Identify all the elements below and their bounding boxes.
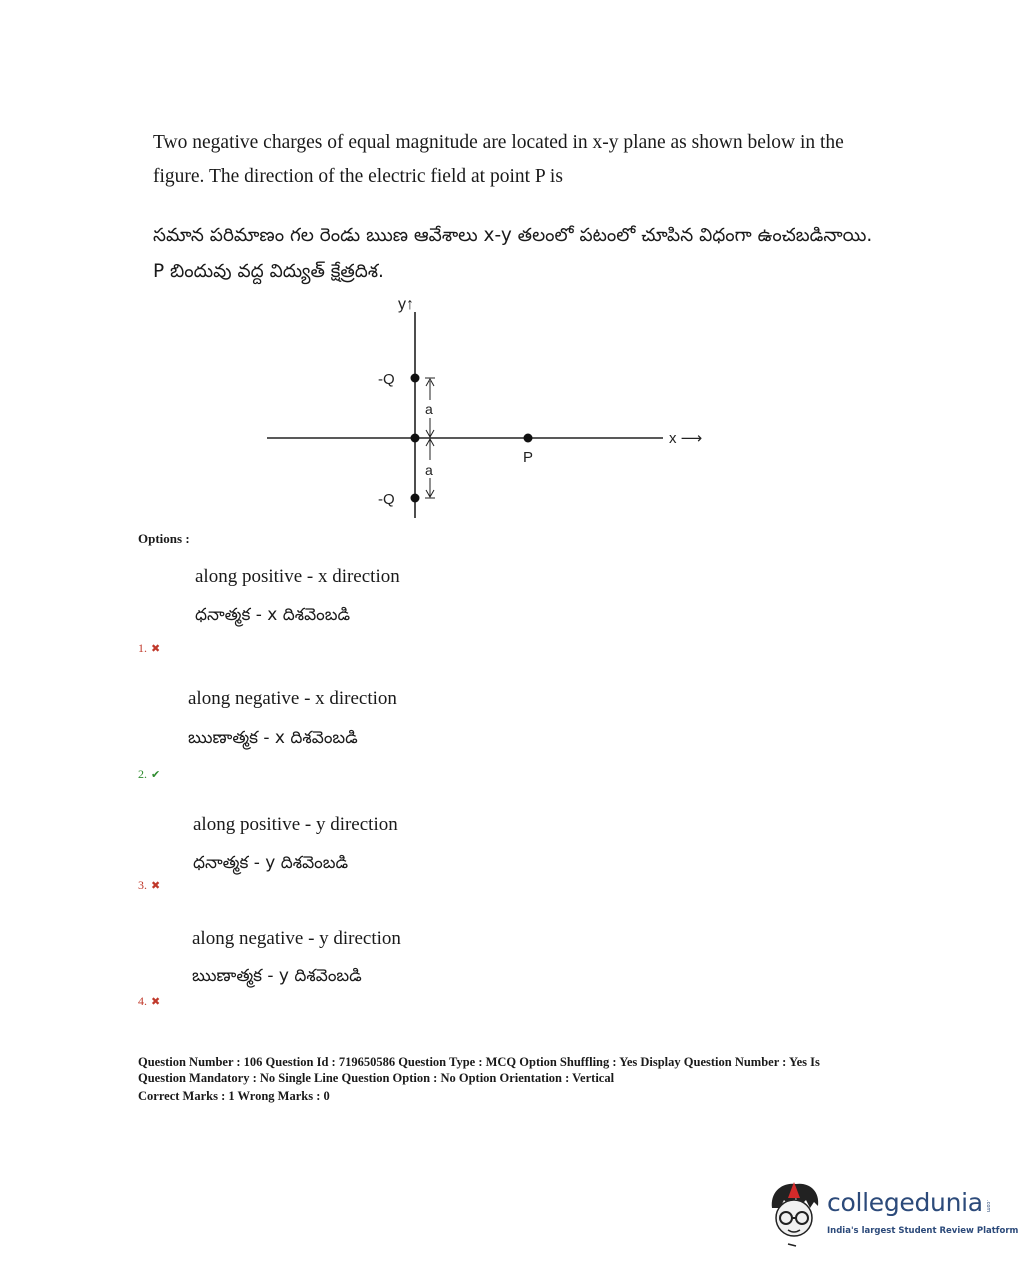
option-3-telugu[interactable]: ధనాత్మక - y దిశవెంబడి <box>193 853 349 873</box>
bottom-charge-dot <box>411 494 420 503</box>
logo-wordmark: collegedunia <box>827 1188 983 1217</box>
option-3-number-row <box>138 878 160 893</box>
meta-line-3: Correct Marks : 1 Wrong Marks : 0 <box>138 1089 330 1103</box>
x-axis-label: x ⟶ <box>669 430 703 447</box>
top-charge-dot <box>411 374 420 383</box>
point-p-dot <box>524 434 533 443</box>
charge-figure <box>0 0 1025 530</box>
question-english: Two negative charges of equal magnitude are located in x-y plane as shown below in the figure. The direction of the electric field at point P is <box>153 132 844 187</box>
option-4-number: 4. <box>138 994 147 1008</box>
logo-com: .com <box>985 1200 991 1213</box>
option-3-number: 3. <box>138 878 147 892</box>
logo-tagline: India's largest Student Review Platform <box>827 1226 1019 1236</box>
origin-dot <box>411 434 420 443</box>
wrong-mark-icon: ✖ <box>151 879 161 892</box>
option-2-telugu[interactable]: ఋణాత్మక - x దిశవెంబడి <box>188 728 358 748</box>
option-1-english[interactable]: along positive - x direction <box>195 566 400 587</box>
spacing-label-bottom: a <box>425 462 433 478</box>
wrong-mark-icon: ✖ <box>151 642 161 655</box>
option-4-number-row <box>138 994 160 1009</box>
option-4-english[interactable]: along negative - y direction <box>192 928 401 949</box>
collegedunia-mascot-icon <box>766 1178 826 1248</box>
option-2-number-row <box>138 767 160 782</box>
y-axis-label: y↑ <box>398 296 414 313</box>
correct-check-icon: ✔ <box>151 768 161 781</box>
top-charge-label: -Q <box>378 371 395 388</box>
spacing-label-top: a <box>425 401 433 417</box>
options-label: Options : <box>138 531 190 546</box>
option-2-english[interactable]: along negative - x direction <box>188 688 397 709</box>
option-1-number-row <box>138 641 160 656</box>
question-telugu: సమాన పరిమాణం గల రెండు ఋణ ఆవేశాలు x-y తలంలో పటంలో చూపిన విధంగా ఉంచబడినాయి. P బిందువు వద్ద విద్యుత్ క్షేత్రదిశ. <box>153 225 873 282</box>
option-2-number: 2. <box>138 767 147 781</box>
option-4-telugu[interactable]: ఋణాత్మక - y దిశవెంబడి <box>192 966 362 986</box>
option-3-english[interactable]: along positive - y direction <box>193 814 398 835</box>
option-1-number: 1. <box>138 641 147 655</box>
question-metadata <box>138 1054 898 1104</box>
meta-line-2: Question Mandatory : No Single Line Question Option : No Option Orientation : Vertical <box>138 1071 615 1085</box>
wrong-mark-icon: ✖ <box>151 995 161 1008</box>
bottom-charge-label: -Q <box>378 491 395 508</box>
option-1-telugu[interactable]: ధనాత్మక - x దిశవెంబడి <box>195 605 351 625</box>
point-p-label: P <box>523 449 534 466</box>
meta-line-1: Question Number : 106 Question Id : 719650586 Question Type : MCQ Option Shuffling : Yes Display Question Number : Yes Is <box>138 1055 820 1069</box>
